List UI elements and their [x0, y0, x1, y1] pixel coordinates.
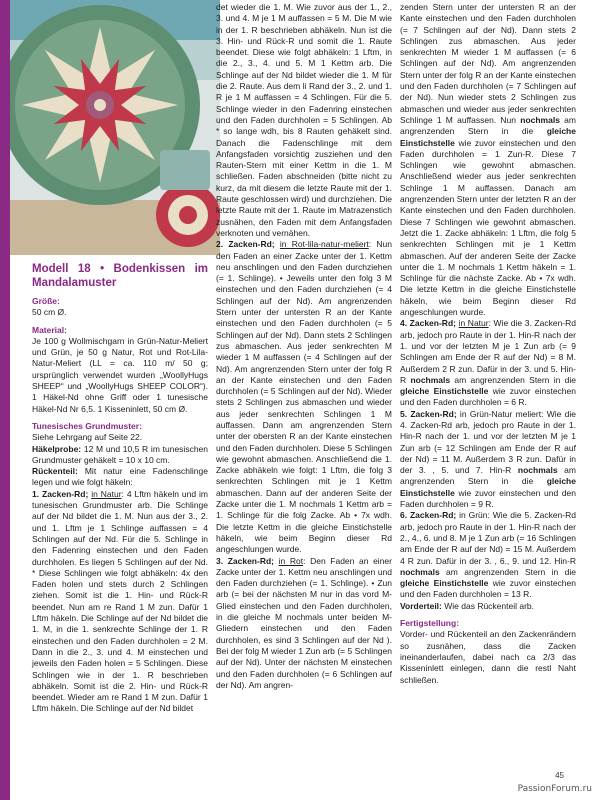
gauge-text: 12 M und 10,5 R im tunesischen Grundmuster gehäkelt = 10 x 10 cm.: [32, 443, 208, 465]
cushion-photo: [10, 0, 220, 255]
round-6-gleiche: gleiche Einstichstelle: [400, 578, 489, 589]
back-paragraph: [32, 466, 208, 489]
cushion-illustration: [10, 0, 220, 255]
gauge-paragraph: [32, 444, 208, 467]
round-5-paragraph: [400, 409, 576, 511]
magazine-side-stripe: [0, 0, 10, 800]
round-3-paragraph: [216, 556, 392, 692]
round-1-text: : 4 Lftm häkeln und im tunesischen Grundmuster arb. Die Schlinge auf der Nd bildet die 1. M. Nun aus der 3., 2. und 1. Lftm je 1 Schlinge auffassen = 4 Schlingen auf der Nd. Für die 5. Schlinge in den Fadenring einstechen und den Faden durchholen. Es liegen 5 Schlingen auf der Nd. * Diese Schlingen wie folgt abhäkeln: 4x den Faden holen und stets durch 2 Schlingen ziehen. Somit ist die 1. Hin- und Rück-R beendet. Nun am re Rand 1 M zun. Dafür 1 Lftm häkeln. Die Schlinge auf der Nd bildet die 1. M, in die 1. senkrechte Schlinge der 1. R einstechen und den Faden durchholen = 2 M. Dann in die 2., 3. und 4. M einstechen und jeweils den Faden holen = 5 Schlingen. Diese Schlingen wie in der 1. R beschrieben abhäkeln. Somit ist die 2. Hin- und Rück-R beendet. Wieder am re Rand 1 M zun. Dafür 1 Lftm häkeln. Die Schlinge auf der Nd bildet: [32, 488, 208, 714]
front-paragraph: [400, 601, 576, 612]
round-3-label: 3. Zacken-Rd;: [216, 555, 274, 566]
round-3-cont-text: zenden Stern unter der untersten R an der Kante einstechen und den Faden durchholen (= 7 Schlingen auf der Nd). Dann stets 2 Schlingen zus abmaschen. Aus jeder senkrechten M wieder 1 M auffassen (= 6 Schlingen auf der Nd). Am angrenzenden Stern unter der folg R an der Kante einstechen und den Faden durchholen (= 7 Schlingen auf der Nd). Nun wieder stets 2 Schlingen zus abmaschen und wieder aus jeder senkrechten Schlinge 1 M auffassen. Nun: [400, 2, 576, 125]
round-1-color: in Natur: [91, 488, 122, 499]
back-text: Mit natur eine Fadenschlinge legen und wie folgt häkeln:: [32, 466, 208, 488]
round-2-paragraph: [216, 239, 392, 555]
front-text: Wie das Rückenteil arb.: [441, 600, 535, 611]
pattern-heading: Tunesisches Grundmuster:: [32, 420, 142, 431]
material-text: Je 100 g Wollmischgarn in Grün-Natur-Meliert und Grün, je 50 g Natur, Rot und Rot-Lila-Natur-Meliert (LL = ca. 110 m/ 50 g; ursprünglich verwendet wurden „WoollyHugs SHEEP“ und „WoollyHugs SHEEP COLOR“). 1 Häkel-Nd ohne Griff oder 1 tunesische Häkel-Nd Nr 6,5. 1 Kisseninlett, 50 cm Ø.: [32, 335, 208, 414]
round-4-nochmals: nochmals: [410, 374, 451, 385]
round-6-text-2: am angrenzenden Stern in die: [439, 566, 576, 577]
round-6-color: in Grün: [456, 510, 488, 521]
round-5-gleiche: gleiche Einstichstelle: [400, 476, 576, 498]
round-4-text-2: am angrenzenden Stern in die: [450, 374, 576, 385]
round-4-paragraph: [400, 318, 576, 408]
gauge-label: Häkelprobe:: [32, 443, 82, 454]
round-6-paragraph: [400, 510, 576, 600]
round-3-gleiche: gleiche Einstichstelle: [400, 126, 576, 148]
round-4-label: 4. Zacken-Rd;: [400, 318, 456, 329]
round-5-text: : Wie die 4. Zacken-Rd arb, jedoch pro Raute in der 1. Hin-R nach der 1. und vor der letzten M je 1 Zun arb (= 12 Schlingen am Ende der R auf der Nd) = 11 M. Außerdem 3 R zun. Dafür in der 3. , 5. und 7. Hin-R: [400, 408, 576, 476]
round-5-nochmals: nochmals: [517, 465, 558, 476]
round-6-label: 6. Zacken-Rd;: [400, 510, 457, 521]
round-5-label: 5. Zacken-Rd;: [400, 408, 457, 419]
round-3-cont-text-b: am angrenzenden Stern in die: [400, 114, 576, 137]
round-3-text: : Den Faden an einer Zacke unter der 1. Kettm neu anschlingen und den Faden durchziehen (= 1. Schlinge). • Zun arb (= bei der nächsten M nur in das vord M-Glied einstechen und den Faden durchholen, in die gleiche M nochmals unter beiden M-Gliedern einstechen und den Faden durchholen, es sind 3 Schlingen auf der Nd ). Bei der folg M wieder 1 Zun arb (= 5 Schlingen auf der Nd). Unter der nächsten M einstechen und den Faden durchholen (= 6 Schlingen auf der Nd). Am angren-: [216, 555, 392, 690]
size-value: 50 cm Ø.: [32, 307, 67, 318]
round-1-paragraph: [32, 489, 208, 715]
round-3-nochmals: nochmals: [520, 114, 560, 125]
column-2: [216, 2, 392, 691]
round-4-gleiche: gleiche Einstichstelle: [400, 386, 489, 397]
material-heading: Material:: [32, 324, 67, 335]
round-1-continued: det wieder die 1. M. Wie zuvor aus der 1., 2., 3. und 4. M je 1 M auffassen = 5 M. Die M wie in der 1. R beschrieben abhäkeln. Nun ist die 3. Hin- und Rück-R und somit die 1. Raute beendet. Diese wie folgt abhäkeln: 1 Lftm, in die 2., 3., 4. und 5. M 1 Kettm arb. Die Schlinge auf der Nd bildet wieder die 1. M für die 2. Raute. Aus dem li Rand der 3., 2. und 1. R je 1 M auffassen = 4 Schlingen. Für die 5. Schlinge wieder in den Fadenring einstechen und den Faden durchholen = 5 Schlingen. Ab * so lange wdh, bis 8 Rauten gehäkelt sind. Danach die Fadenschlinge mit dem Anfangsfaden vorsichtig zusziehen und den Rauten-Stern mit einer Kettm in die 1. M schließen. Faden abschneiden (bitte nicht zu kurz, da mit diesem die letzte Raute mit der 1. Raute geschlossen wird) und durchziehen. Die letzte Raute mit der 1. Raute im Matrazenstich zusnähen, den Faden mit dem Anfangsfaden verknoten und vernähen.: [216, 2, 392, 238]
round-3-cont-text-c: wie zuvor einstechen und den Faden durchholen = 1 Zun-R. Diese 7 Schlingen wie gewohnt abmaschen. Anschließend wieder aus jeder senkrechten Schlinge 1 M auffassen. Danach am angrenzenden Stern unter der letzten R an der Kante einstechen und den Faden durchholen. Diese 7 Schlingen wie gewohnt abmaschen. Jetzt die 1. Zacke abhäkeln: 1 Lftm, die folg 5 senkrechten Schlingen mit je 1 Kettm abmaschen. Auf der anderen Seite der Zacke unter die 1. M nochmals 1 Kettm häkeln = 1. Schlinge für die nächste Zacke. Ab • 7x wdh. Die letzte Kettm in die gleiche Einstichstelle häkeln, wie beim Beginn dieser Rd angeschlungen wurde.: [400, 137, 576, 318]
round-6-text: : Wie die 5. Zacken-Rd arb, jedoch pro Raute in der 1. Hin-R nach der 2., 4., 6. und 8. M je 1 Zun arb (= 16 Schlingen am Ende der R auf der Nd) = 15 M. Außerdem 4 R zun. Dafür in der 3. , 6., 9. und 12. Hin-R: [400, 510, 576, 566]
model-title: Modell 18 • Bodenkissen im Mandalamuster: [32, 263, 208, 289]
round-5-text-3: wie zuvor einstechen und den Faden durchholen = 9 R.: [400, 487, 576, 510]
back-label: Rückenteil:: [32, 466, 78, 477]
round-3-color: in Rot: [278, 555, 304, 566]
finishing-text: Vorder- und Rückenteil an den Zackenrändern so zusnähen, dass die Zacken ineinanderlaufen, dabei nach ca 2/3 das Kisseninlett einlegen, dann die restl Naht schließen.: [400, 629, 576, 685]
finishing-heading: Fertigstellung:: [400, 618, 460, 629]
round-5-color: in Grün-Natur meliert: [456, 408, 542, 419]
round-4-text-3: wie zuvor einstechen und den Faden durchholen = 6 R.: [400, 386, 576, 408]
size-heading: Größe:: [32, 296, 60, 306]
round-4-text: : Wie die 3. Zacken-Rd arb, jedoch pro Raute in der 1. Hin-R nach der 1. und vor der letzten M je 1 Zun arb (= 9 Schlingen am Ende der R auf der Nd) = 8 M. Außerdem 2 R zun. Dafür in der 3. und 5. Hin-R: [400, 318, 576, 385]
front-label: Vorderteil:: [400, 600, 442, 611]
column-1: [32, 262, 208, 715]
round-3-continued: [400, 2, 576, 318]
round-2-text: : Nun den Faden an einer Zacke unter der 1. Kettm neu anschlingen und den Faden durchziehen (= 1. Schlinge). • Jeweils unter den folg 3 M einstechen und den Faden durchziehen (= 4 Schlingen auf der Nd). Am angrenzenden Stern unter der untersten R an der Kante einstechen und den Faden durchholen (= 5 Schlingen auf der Nd). Dann stets 2 Schlingen zus abmaschen. Aus jeder senkrechten M wieder 1 M auffassen (= 4 Schlingen auf der Nd). Am angrenzenden Stern unter der folg R an der Kante einstechen und den Faden durchholen (= 5 Schlingen auf der Nd). Wieder stets 2 Schlingen zus abmaschen und wieder aus jeder senkrechten Schlingen 1 M auffassen. Dann am angrenzenden Stern unter der obersten R an der Kante einstechen und den Faden durchholen. Diese 5 Schlingen wie gewohnt abmaschen. Anschließend die 1. Zacke abhäkeln wie folgt: 1 Lftm, die folg 3 senkrechten Schlingen mit je 1 Kettm abmaschen. Dann auf der anderen Seite der Zacke unter die 1. M nochmals 1 Kettm arb = 1. Schlinge für die folg Zacke. Ab • 7x wdh. Die letzte Kettm in die gleiche Einstichstelle häkeln, wie beim Beginn dieser Rd angeschlungen wurde.: [216, 239, 392, 555]
round-6-text-3: wie zuvor einstechen und den Faden durchholen = 13 R.: [400, 578, 576, 600]
round-2-color: in Rot-lila-natur-meliert: [279, 239, 369, 250]
column-3: [400, 2, 576, 686]
pattern-text: Siehe Lehrgang auf Seite 22.: [32, 432, 143, 443]
round-2-label: 2. Zacken-Rd;: [216, 239, 275, 250]
round-6-nochmals: nochmals: [400, 566, 440, 577]
round-5-text-2: am angrenzenden Stern in die: [400, 465, 576, 487]
watermark: PassionForum.ru: [517, 784, 592, 794]
round-4-color: in Natur: [458, 318, 489, 329]
round-1-label: 1. Zacken-Rd;: [32, 488, 89, 499]
page-number: 45: [555, 771, 564, 780]
